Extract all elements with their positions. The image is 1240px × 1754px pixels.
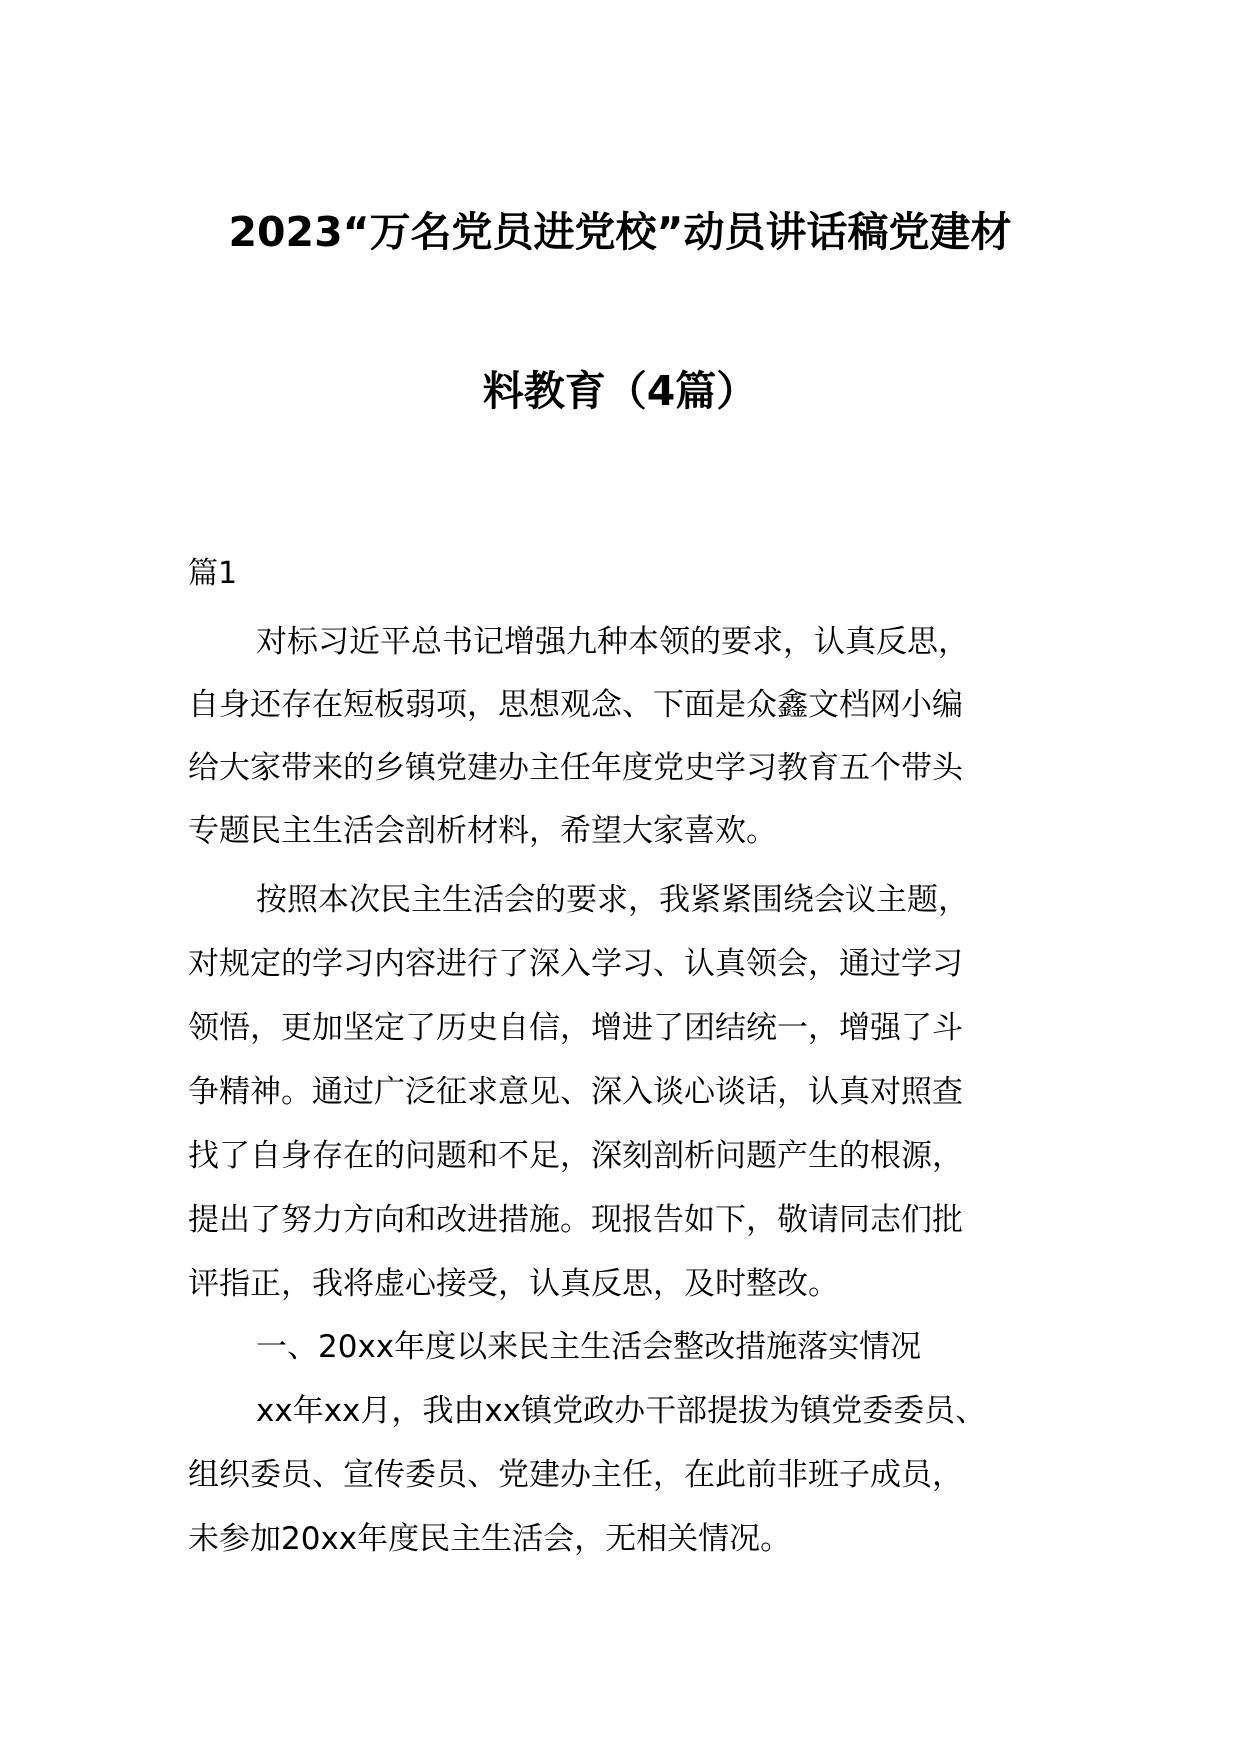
paragraph-line: 未参加20xx年度民主生活会，无相关情况。 (188, 1521, 792, 1557)
paragraph-line: 提出了努力方向和改进措施。现报告如下，敬请同志们批 (188, 1202, 963, 1238)
paragraph-line: 找了自身存在的问题和不足，深刻剖析问题产生的根源， (188, 1138, 963, 1174)
paragraph-line: 专题民主生活会剖析材料，希望大家喜欢。 (188, 813, 777, 849)
paragraph-line: xx年xx月，我由xx镇党政办干部提拔为镇党委委员、 (256, 1393, 987, 1429)
paragraph-line: 领悟，更加坚定了历史自信，增进了团结统一，增强了斗 (188, 1010, 963, 1046)
section-heading: 一、20xx年度以来民主生活会整改措施落实情况 (256, 1329, 922, 1365)
paragraph-line: 争精神。通过广泛征求意见、深入谈心谈话，认真对照查 (188, 1074, 963, 1110)
paragraph-line: 按照本次民主生活会的要求，我紧紧围绕会议主题， (256, 882, 969, 918)
section-label: 篇1 (188, 556, 238, 591)
paragraph-line: 对规定的学习内容进行了深入学习、认真领会，通过学习 (188, 946, 963, 982)
document-title-line-1: 2023“万名党员进党校”动员讲话稿党建材 (228, 208, 1012, 256)
document-title-line-2: 料教育（4篇） (482, 367, 758, 415)
paragraph-line: 组织委员、宣传委员、党建办主任，在此前非班子成员， (188, 1457, 963, 1493)
paragraph-line: 评指正，我将虚心接受，认真反思，及时整改。 (188, 1266, 839, 1302)
paragraph-line: 对标习近平总书记增强九种本领的要求，认真反思， (256, 624, 969, 660)
paragraph-line: 自身还存在短板弱项，思想观念、下面是众鑫文档网小编 (188, 687, 963, 723)
paragraph-line: 给大家带来的乡镇党建办主任年度党史学习教育五个带头 (188, 750, 963, 786)
